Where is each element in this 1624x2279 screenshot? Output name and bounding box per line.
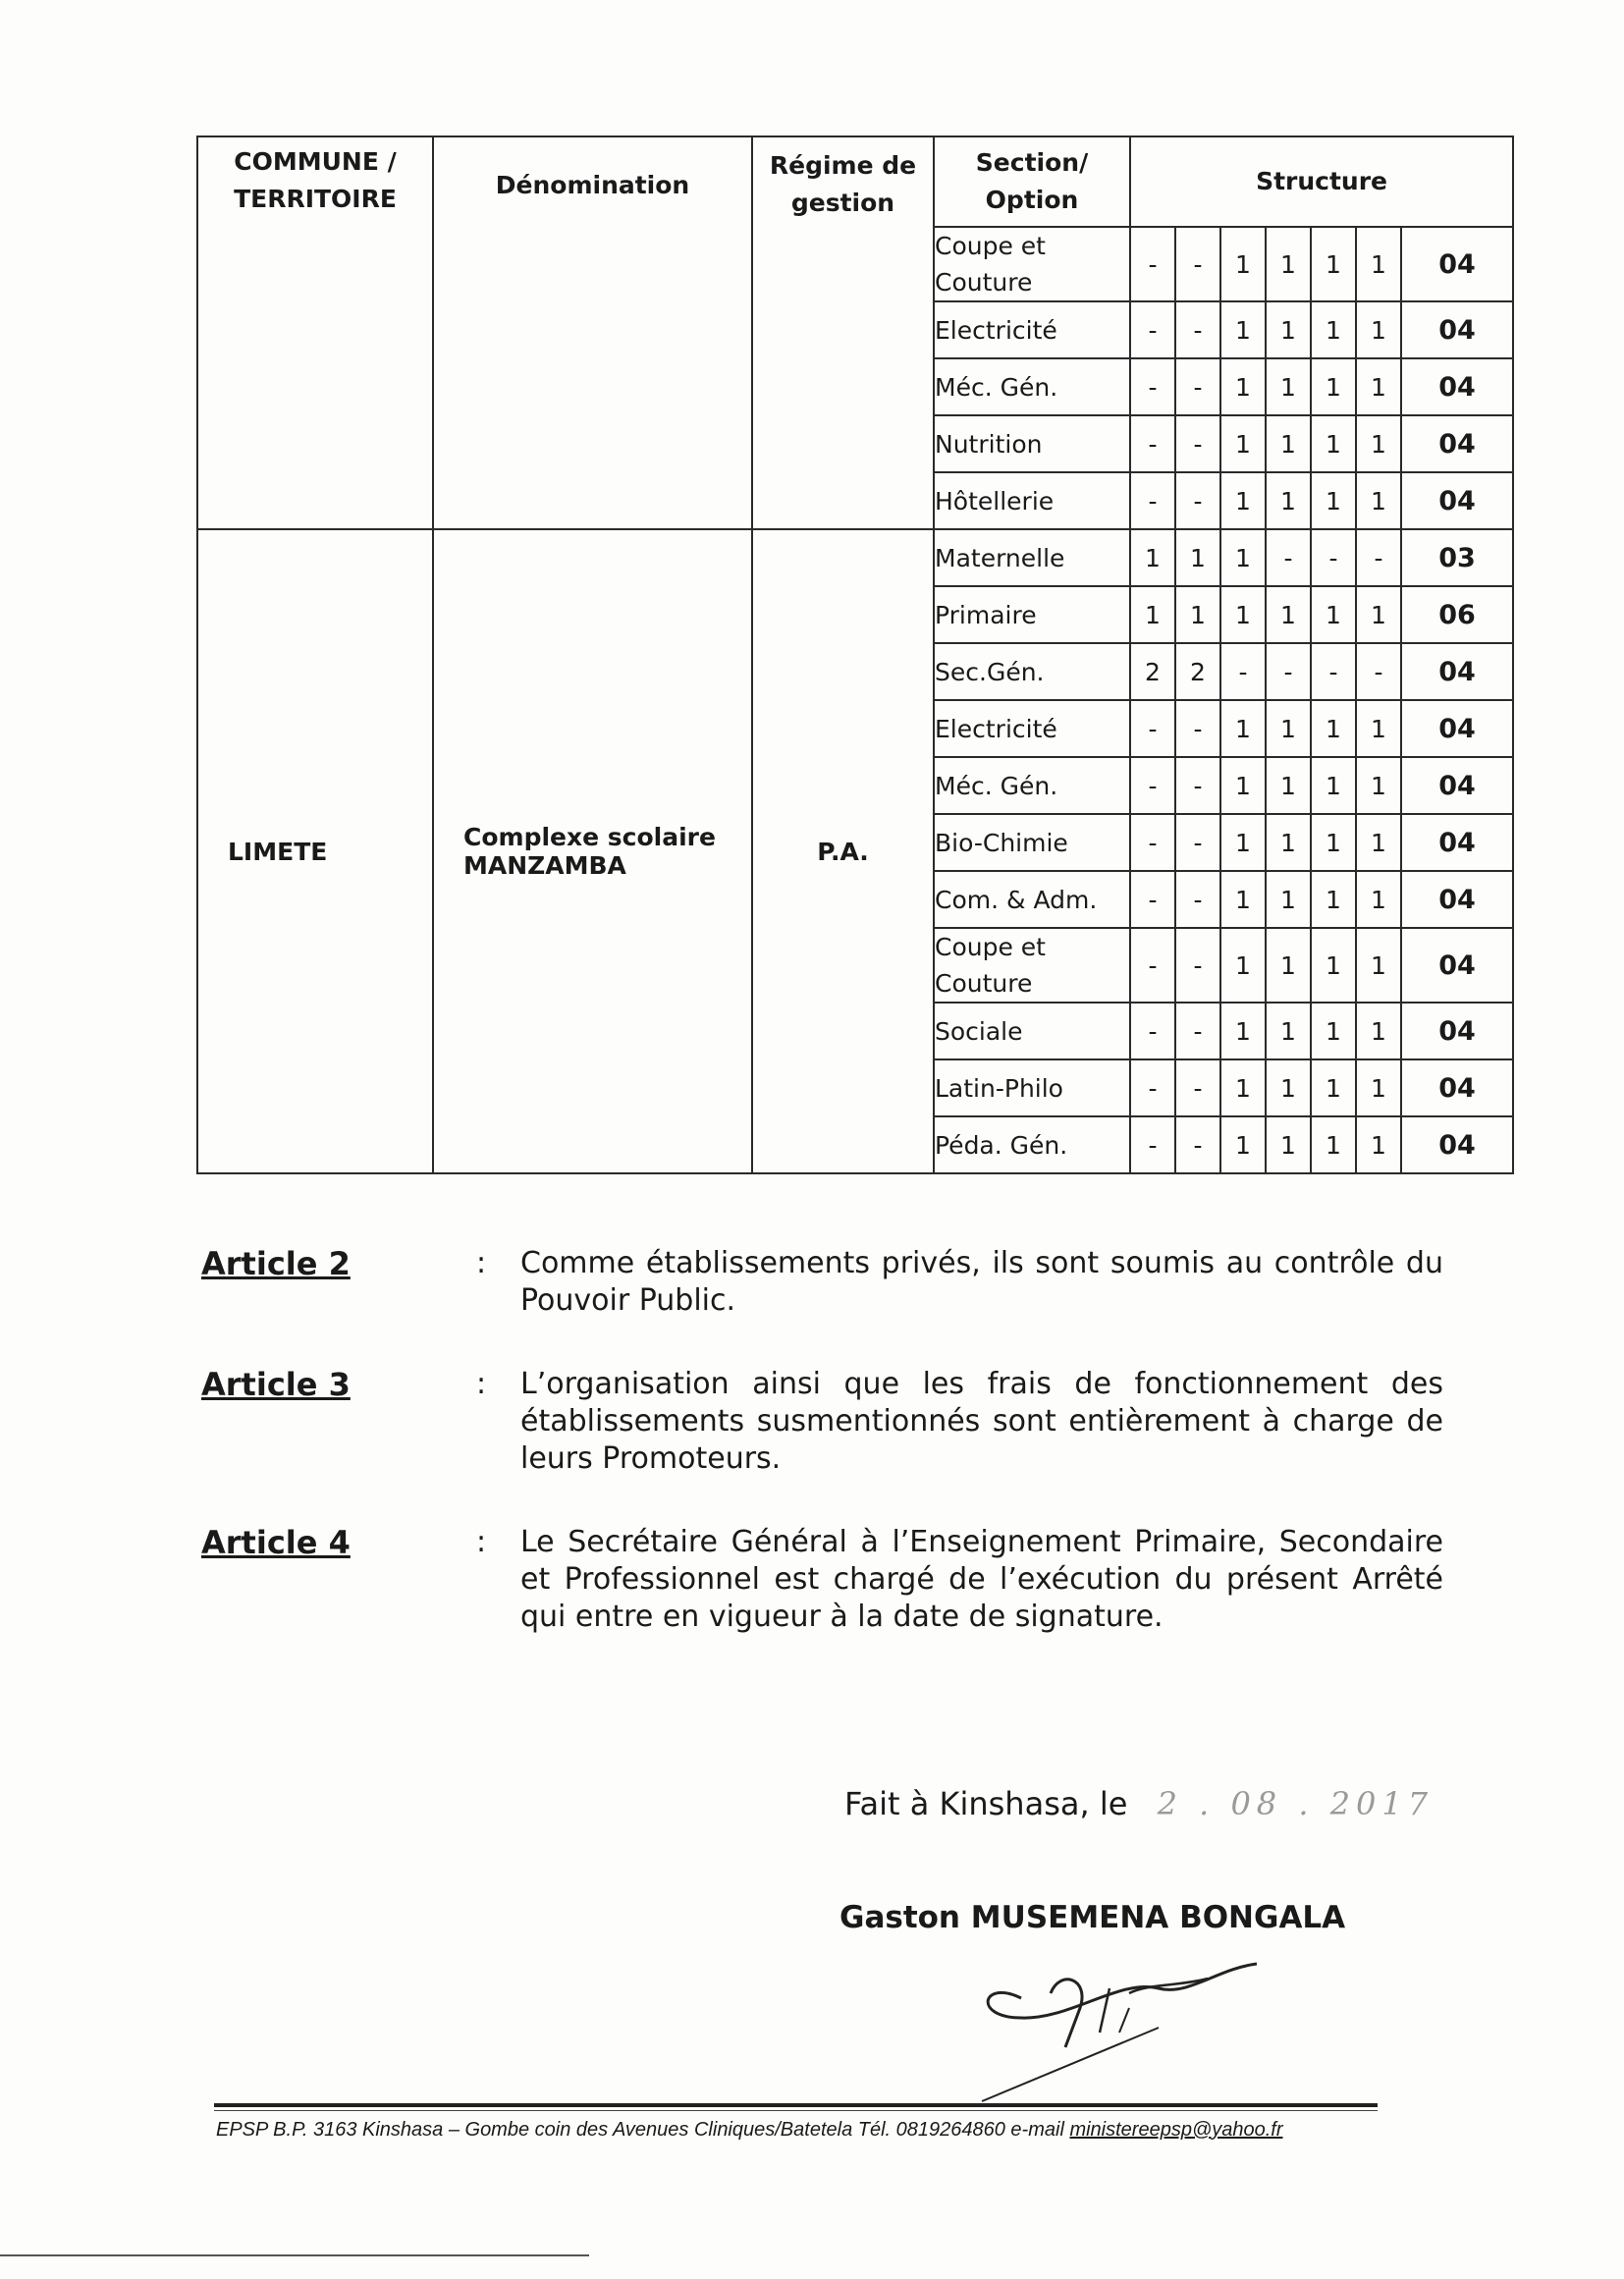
footer-email[interactable]: ministereepsp@yahoo.fr [1069,2119,1283,2141]
structure-total-cell: 04 [1401,1116,1513,1173]
structure-class-cell: 1 [1266,227,1311,301]
structure-table [196,136,1514,1174]
structure-class-cell: 1 [1311,871,1356,928]
group2-rows [197,529,1513,1173]
header-regime: Régime de gestion [752,136,934,529]
denomination-cell: Complexe scolaire MANZAMBA [433,529,752,1173]
structure-class-cell: 1 [1266,814,1311,871]
structure-class-cell: - [1175,227,1220,301]
structure-class-cell: - [1130,757,1175,814]
structure-total-cell: 04 [1401,757,1513,814]
place-date-label: Fait à Kinshasa, le [844,1785,1128,1822]
footer-address-text: EPSP B.P. 3163 Kinshasa – Gombe coin des Avenues Cliniques/Batetela Tél. 0819264860 e-mail [216,2119,1070,2141]
structure-class-cell: 1 [1266,928,1311,1003]
header-denomination: Dénomination [433,136,752,529]
structure-class-cell: 1 [1356,757,1401,814]
structure-class-cell: 1 [1220,529,1266,586]
structure-class-cell: - [1130,1059,1175,1116]
structure-class-cell: 1 [1356,928,1401,1003]
article-separator: : [476,1367,487,1401]
structure-class-cell: - [1130,700,1175,757]
section-option-cell: Maternelle [934,529,1130,586]
footer-rule-thin [214,2110,1378,2111]
structure-class-cell: 1 [1266,1116,1311,1173]
structure-class-cell: 1 [1220,1116,1266,1173]
structure-class-cell: 1 [1175,529,1220,586]
article-2 [201,1245,1443,1320]
structure-class-cell: 1 [1266,871,1311,928]
structure-class-cell: - [1175,1003,1220,1059]
structure-class-cell: 2 [1130,643,1175,700]
structure-class-cell: 1 [1220,358,1266,415]
structure-class-cell: - [1130,871,1175,928]
structure-class-cell: 1 [1220,227,1266,301]
structure-class-cell: - [1130,227,1175,301]
header-commune: COMMUNE / TERRITOIRE [197,136,433,529]
footer-rule [214,2103,1378,2107]
structure-class-cell: 1 [1356,700,1401,757]
structure-class-cell: - [1266,529,1311,586]
signer-name: Gaston MUSEMENA BONGALA [839,1900,1346,1935]
structure-class-cell: - [1175,1059,1220,1116]
table-header-row [197,136,1513,227]
structure-class-cell: 1 [1220,1059,1266,1116]
structure-class-cell: 1 [1356,227,1401,301]
structure-class-cell: 1 [1175,586,1220,643]
article-separator: : [476,1525,487,1559]
section-option-cell: Coupe et Couture [934,928,1130,1003]
header-structure: Structure [1130,136,1513,227]
structure-class-cell: 1 [1220,871,1266,928]
structure-class-cell: 1 [1266,301,1311,358]
structure-class-cell: 1 [1220,1003,1266,1059]
structure-class-cell: 1 [1220,814,1266,871]
structure-class-cell: - [1130,358,1175,415]
structure-class-cell: 1 [1266,1059,1311,1116]
structure-class-cell: - [1175,1116,1220,1173]
structure-class-cell: 1 [1356,301,1401,358]
structure-class-cell: - [1175,700,1220,757]
structure-class-cell: 1 [1356,415,1401,472]
structure-class-cell: 1 [1311,757,1356,814]
structure-class-cell: 1 [1220,415,1266,472]
commune-cell: LIMETE [197,529,433,1173]
structure-class-cell: 1 [1311,301,1356,358]
structure-class-cell: - [1356,643,1401,700]
structure-class-cell: 1 [1311,227,1356,301]
structure-class-cell: 1 [1311,586,1356,643]
handwritten-date: 2 . 08 . 2017 [1157,1785,1435,1822]
article-text: L’organisation ainsi que les frais de fonctionnement des établissements susmentionnés sont entièrement à charge de leurs Promoteurs. [520,1367,1443,1476]
place-and-date [844,1785,1434,1822]
structure-class-cell: - [1356,529,1401,586]
structure-class-cell: 1 [1220,586,1266,643]
section-option-cell: Primaire [934,586,1130,643]
structure-total-cell: 04 [1401,643,1513,700]
structure-class-cell: 1 [1130,529,1175,586]
articles-section [201,1245,1443,1682]
structure-total-cell: 06 [1401,586,1513,643]
article-separator: : [476,1246,487,1280]
structure-total-cell: 04 [1401,928,1513,1003]
structure-class-cell: - [1175,358,1220,415]
structure-total-cell: 04 [1401,700,1513,757]
structure-total-cell: 04 [1401,871,1513,928]
structure-class-cell: 1 [1266,415,1311,472]
structure-class-cell: 1 [1266,1003,1311,1059]
structure-class-cell: 1 [1356,1003,1401,1059]
section-option-cell: Méc. Gén. [934,358,1130,415]
structure-class-cell: 1 [1311,700,1356,757]
section-option-cell: Com. & Adm. [934,871,1130,928]
structure-class-cell: 1 [1220,928,1266,1003]
structure-class-cell: 1 [1311,814,1356,871]
structure-class-cell: 1 [1266,586,1311,643]
section-option-cell: Péda. Gén. [934,1116,1130,1173]
structure-class-cell: - [1175,301,1220,358]
structure-class-cell: - [1311,643,1356,700]
structure-total-cell: 04 [1401,415,1513,472]
section-option-cell: Electricité [934,301,1130,358]
structure-class-cell: 1 [1266,757,1311,814]
structure-class-cell: - [1130,1003,1175,1059]
article-label: Article 4 [201,1524,351,1561]
structure-class-cell: 1 [1356,1116,1401,1173]
section-option-cell: Coupe et Couture [934,227,1130,301]
structure-class-cell: - [1175,814,1220,871]
section-option-cell: Sec.Gén. [934,643,1130,700]
section-option-cell: Nutrition [934,415,1130,472]
structure-class-cell: 1 [1266,358,1311,415]
article-4 [201,1524,1443,1636]
structure-class-cell: 1 [1220,757,1266,814]
structure-class-cell: 1 [1311,1059,1356,1116]
structure-class-cell: 1 [1356,472,1401,529]
structure-total-cell: 04 [1401,814,1513,871]
article-text: Le Secrétaire Général à l’Enseignement Primaire, Secondaire et Professionnel est chargé de l’exécution du présent Arrêté qui entre en vigueur à la date de signature. [520,1525,1443,1634]
handwritten-signature [962,1939,1316,2106]
structure-class-cell: - [1130,814,1175,871]
structure-class-cell: 1 [1220,700,1266,757]
section-option-cell: Hôtellerie [934,472,1130,529]
structure-class-cell: 1 [1266,700,1311,757]
structure-class-cell: - [1311,529,1356,586]
section-option-cell: Electricité [934,700,1130,757]
structure-class-cell: 1 [1356,814,1401,871]
section-option-cell: Sociale [934,1003,1130,1059]
structure-class-cell: 1 [1356,586,1401,643]
regime-cell: P.A. [752,529,934,1173]
structure-class-cell: 1 [1356,871,1401,928]
structure-class-cell: 1 [1311,358,1356,415]
structure-class-cell: - [1220,643,1266,700]
section-option-cell: Latin-Philo [934,1059,1130,1116]
structure-class-cell: - [1175,415,1220,472]
structure-class-cell: 1 [1130,586,1175,643]
header-section: Section/ Option [934,136,1130,227]
structure-class-cell: - [1175,928,1220,1003]
structure-class-cell: 1 [1311,1116,1356,1173]
structure-class-cell: - [1175,871,1220,928]
structure-total-cell: 04 [1401,472,1513,529]
section-option-cell: Méc. Gén. [934,757,1130,814]
structure-class-cell: 1 [1266,472,1311,529]
table-row [197,529,1513,586]
structure-total-cell: 04 [1401,1003,1513,1059]
structure-class-cell: 1 [1356,358,1401,415]
structure-class-cell: - [1130,1116,1175,1173]
structure-class-cell: 1 [1356,1059,1401,1116]
structure-table-container [196,136,1512,1174]
structure-total-cell: 03 [1401,529,1513,586]
structure-class-cell: 1 [1311,415,1356,472]
structure-total-cell: 04 [1401,301,1513,358]
article-label: Article 3 [201,1366,351,1403]
article-3 [201,1366,1443,1478]
article-label: Article 2 [201,1245,351,1282]
structure-class-cell: - [1130,301,1175,358]
structure-class-cell: - [1175,757,1220,814]
structure-class-cell: - [1175,472,1220,529]
structure-class-cell: - [1130,472,1175,529]
structure-total-cell: 04 [1401,358,1513,415]
footer-address [216,2119,1434,2142]
structure-class-cell: - [1130,928,1175,1003]
section-option-cell: Bio-Chimie [934,814,1130,871]
structure-total-cell: 04 [1401,227,1513,301]
structure-class-cell: 1 [1220,301,1266,358]
structure-class-cell: - [1266,643,1311,700]
article-text: Comme établissements privés, ils sont soumis au contrôle du Pouvoir Public. [520,1246,1443,1318]
structure-class-cell: 1 [1311,1003,1356,1059]
structure-class-cell: 2 [1175,643,1220,700]
structure-total-cell: 04 [1401,1059,1513,1116]
structure-class-cell: 1 [1220,472,1266,529]
structure-class-cell: - [1130,415,1175,472]
structure-class-cell: 1 [1311,472,1356,529]
structure-class-cell: 1 [1311,928,1356,1003]
bottom-edge-rule [0,2254,589,2256]
